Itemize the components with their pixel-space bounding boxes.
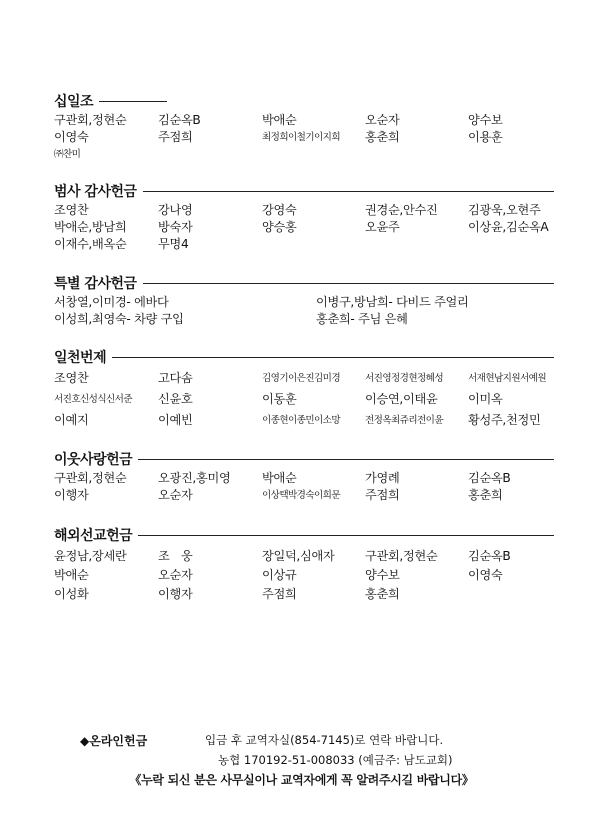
section-rule <box>138 535 554 536</box>
donor-name: 홍춘희 <box>365 130 400 144</box>
omission-notice: 《누락 되신 분은 사무실이나 교역자에게 꼭 알려주시길 바랍니다》 <box>129 773 474 787</box>
donor-name: 이예지 <box>54 413 89 427</box>
donor-name: 이영숙 <box>468 568 503 582</box>
donor-name: 방숙자 <box>158 220 193 234</box>
donor-name: 홍춘희 <box>468 488 503 502</box>
donor-name: 전정옥최쥬리전이윤 <box>365 415 444 426</box>
donor-name: 김순옥B <box>158 113 201 127</box>
donor-name: 오순자 <box>158 568 193 582</box>
name-row <box>54 236 554 253</box>
name-row <box>54 146 554 163</box>
name-row <box>54 389 554 410</box>
name-row <box>54 112 554 129</box>
donor-name: 이상규 <box>262 568 297 582</box>
section-rule <box>143 283 554 284</box>
section-neighbor-love <box>54 450 554 504</box>
name-row <box>54 368 554 389</box>
donor-name: 권경순,안수진 <box>365 203 438 217</box>
donor-name: 이행자 <box>158 587 193 601</box>
donor-name: 조 웅 <box>158 549 193 563</box>
section-title: 범사 감사헌금 <box>54 184 137 200</box>
donor-name: 이상택박경숙이희문 <box>262 490 341 501</box>
name-row <box>54 546 554 567</box>
donor-name: 오순자 <box>365 113 400 127</box>
donor-name: 이성화 <box>54 587 89 601</box>
online-offering-label: ◆온라인헌금 <box>80 734 148 748</box>
donor-entry: 홍춘희- 주님 은혜 <box>316 312 408 326</box>
donor-name: 서진호신성식신서준 <box>54 394 133 405</box>
section-overseas-mission <box>54 526 554 605</box>
donor-name: 주점희 <box>262 587 297 601</box>
donor-name: 오윤주 <box>365 220 400 234</box>
section-title: 일천번제 <box>54 350 107 366</box>
donor-name: 이동훈 <box>262 392 297 406</box>
name-row <box>54 129 554 146</box>
donor-name: 이행자 <box>54 488 89 502</box>
donor-name: 조영찬 <box>54 203 89 217</box>
donor-entry: 이병구,방남희- 다비드 주얼리 <box>316 295 469 309</box>
donor-name: 이예빈 <box>158 413 193 427</box>
name-row <box>54 470 554 487</box>
donor-name: ㈜찬미 <box>54 149 81 160</box>
donor-name: 이영숙 <box>54 130 89 144</box>
donor-name: 서재현남지원서예원 <box>468 373 547 384</box>
donor-name: 오순자 <box>158 488 193 502</box>
section-title: 이웃사랑헌금 <box>54 452 133 468</box>
donor-name: 신윤호 <box>158 392 193 406</box>
section-special-thanksgiving <box>54 274 554 328</box>
donor-name: 장일덕,심애자 <box>262 549 335 563</box>
contact-instruction: 입금 후 교역자실(854-7145)로 연락 바랍니다. <box>205 733 444 747</box>
donor-name: 이종현이종민이소망 <box>262 415 341 426</box>
name-row <box>54 584 554 605</box>
donor-name: 김순옥B <box>468 549 511 563</box>
section-rule <box>112 357 554 358</box>
donor-name: 양수보 <box>468 113 503 127</box>
donor-name: 윤정남,장세란 <box>54 549 127 563</box>
donor-name: 강나영 <box>158 203 193 217</box>
donor-name: 김순옥B <box>468 471 511 485</box>
section-header <box>54 92 554 110</box>
donor-name: 이상윤,김순옥A <box>468 220 549 234</box>
donor-name: 박애순 <box>262 113 297 127</box>
donor-name: 무명4 <box>158 237 189 251</box>
name-row <box>54 294 554 311</box>
donor-name: 김영기이은진김미경 <box>262 373 341 384</box>
section-title: 특별 감사헌금 <box>54 276 137 292</box>
section-tithe <box>54 92 554 163</box>
donor-name: 서진영정경현정혜성 <box>365 373 444 384</box>
name-row <box>54 410 554 431</box>
section-title: 십일조 <box>54 94 94 110</box>
section-rule <box>138 459 554 460</box>
section-header <box>54 348 554 366</box>
donor-name: 박애순,방남희 <box>54 220 127 234</box>
section-rule <box>99 101 167 102</box>
section-header <box>54 182 554 200</box>
name-row <box>54 202 554 219</box>
donor-name: 이승연,이태윤 <box>365 392 438 406</box>
name-row <box>54 567 554 584</box>
donor-name: 구관회,정현순 <box>54 113 127 127</box>
name-row <box>54 311 554 328</box>
section-thousand-offerings <box>54 348 554 431</box>
donor-name: 이용훈 <box>468 130 503 144</box>
donor-name: 양승홍 <box>262 220 297 234</box>
donor-name: 박애순 <box>54 568 89 582</box>
donor-name: 이재수,배옥순 <box>54 237 127 251</box>
donor-name: 구관회,정현순 <box>54 471 127 485</box>
donor-name: 구관회,정현순 <box>365 549 438 563</box>
donor-name: 홍춘희 <box>365 587 400 601</box>
donor-name: 오광진,홍미영 <box>158 471 231 485</box>
donor-name: 이미옥 <box>468 392 503 406</box>
donor-name: 김광욱,오현주 <box>468 203 541 217</box>
donor-name: 양수보 <box>365 568 400 582</box>
section-header <box>54 274 554 292</box>
donor-name: 박애순 <box>262 471 297 485</box>
donor-entry: 서창열,이미경- 에바다 <box>54 295 169 309</box>
donor-name: 강영숙 <box>262 203 297 217</box>
donor-name: 주점희 <box>365 488 400 502</box>
name-row <box>54 219 554 236</box>
donor-entry: 이성희,최영숙- 차량 구입 <box>54 312 184 326</box>
donor-name: 고다솜 <box>158 371 193 385</box>
donor-name: 최정희이철기이지희 <box>262 132 341 143</box>
donor-name: 조영찬 <box>54 371 89 385</box>
bank-account: 농협 170192-51-008033 (예금주: 남도교회) <box>218 753 453 767</box>
section-header <box>54 450 554 468</box>
section-rule <box>143 191 554 192</box>
donor-name: 황성주,천정민 <box>468 413 541 427</box>
section-header <box>54 526 554 544</box>
donor-name: 가영례 <box>365 471 400 485</box>
donor-name: 주점희 <box>158 130 193 144</box>
section-title: 해외선교헌금 <box>54 528 133 544</box>
name-row <box>54 487 554 504</box>
section-general-thanksgiving <box>54 182 554 253</box>
